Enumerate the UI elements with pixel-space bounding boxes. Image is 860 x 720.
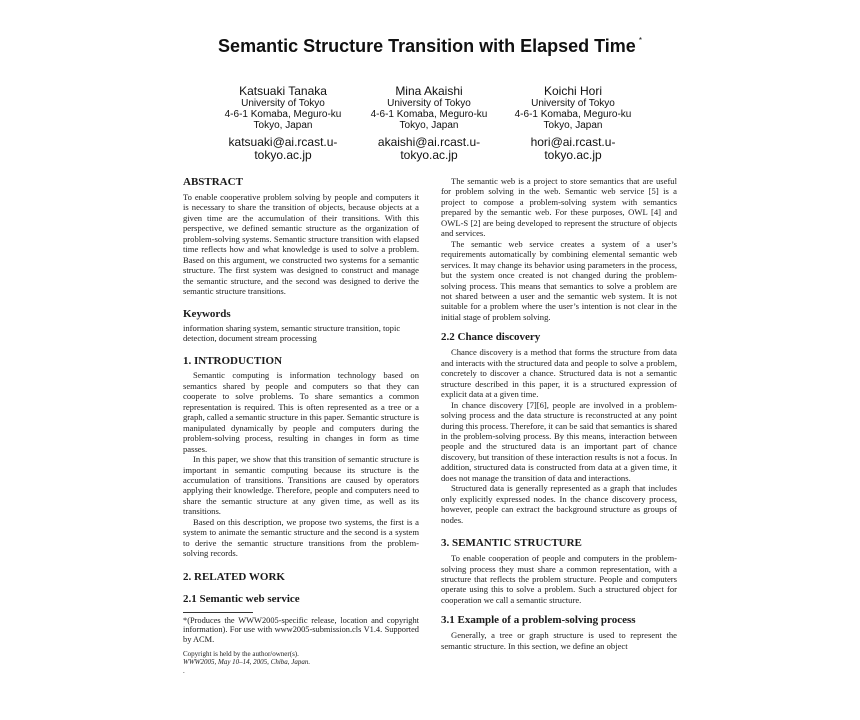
footnote-rule bbox=[183, 612, 253, 613]
author-address: 4-6-1 Komaba, Meguro-ku bbox=[370, 109, 488, 120]
keywords-text: information sharing system, semantic structure transition, topic detection, document stream processing bbox=[183, 322, 401, 343]
author-block-1 bbox=[198, 84, 368, 162]
body-paragraph: Structured data is generally represented as a graph that includes only explicitly expressed nodes. In the chance discovery process, however, people can extract the background structure as groups of nodes. bbox=[441, 483, 677, 525]
introduction-paragraph: Semantic computing is information technology based on semantics shared by people and computers so that they can cooperate to solve problems. To share semantics a common representation is required. This is often represented as a tree or a graph, called a semantic structure in this paper. Semantic structure is manipulated dynamically by people and computers during the problem-solving process, resulting in changes in form as time passes. bbox=[183, 370, 419, 454]
author-email-line2: tokyo.ac.jp bbox=[544, 148, 602, 162]
introduction-paragraph: Based on this description, we propose two systems, the first is a system to animate the semantic structure and the second is a system to derive the semantic structure transitions from the problem-solving records. bbox=[183, 516, 419, 559]
paper-title-text: Semantic Structure Transition with Elapsed Time bbox=[218, 36, 636, 56]
title-footnote: *(Produces the WWW2005-specific release, location and copyright information). For use with www2005-submission.cls V1.4. Supported by ACM. bbox=[183, 615, 419, 645]
body-paragraph: The semantic web is a project to store semantics that are useful for problem solving in the web. Semantic web service [5] is a project to compose a problem-solving system with semantics prepared by the semantic web. For these purposes, OWL [4] and OWL-S [2] are being developed to represent the structure of objects and services. bbox=[441, 176, 677, 239]
author-email-line1: hori@ai.rcast.u- bbox=[530, 135, 616, 149]
subsection-heading-2-2: 2.2 Chance discovery bbox=[441, 331, 541, 344]
right-column bbox=[441, 176, 677, 651]
author-affiliation: University of Tokyo bbox=[387, 98, 471, 109]
conference-line: WWW2005, May 10–14, 2005, Chiba, Japan. bbox=[183, 658, 311, 667]
author-city: Tokyo, Japan bbox=[253, 120, 313, 131]
body-paragraph: The semantic web service creates a system of a user’s requirements automatically by combining elemental semantic web services. It may change its behavior using parameters in the process, but the system once created is not changed during the problem-solving process. This means that semantics to solve a problem are not shared between a user and the semantic web system. It is not suitable for a problem where the user’s intention is not clear in the initial stage of problem solving. bbox=[441, 238, 677, 322]
author-email bbox=[488, 136, 658, 162]
abstract-text: To enable cooperative problem solving by people and computers it is necessary to share the transition of objects, because objects at a given time are the accumulation of their transitions. With this perspective, we defined semantic structure as the organization of problem-solving systems. Semantic structure transition with elapsed time reflects how and what knowledge is used to solve a problem. Based on this argument, we constructed two systems for a semantic structure. The first system was designed to construct and manage the semantic structure, and the second was designed to derive the semantic structure transitions. bbox=[183, 192, 419, 297]
section-3-heading: 3. SEMANTIC STRUCTURE bbox=[441, 537, 582, 550]
author-name: Mina Akaishi bbox=[395, 84, 463, 98]
author-affiliation: University of Tokyo bbox=[531, 98, 615, 109]
author-address: 4-6-1 Komaba, Meguro-ku bbox=[514, 109, 632, 120]
body-paragraph: Generally, a tree or graph structure is used to represent the semantic structure. In this section, we define an object bbox=[441, 630, 677, 651]
body-paragraph: Chance discovery is a method that forms the structure from data and interacts with the structured data and people to solve a problem, concretely to discover a chance. Structured data is not a semantic structure described in this paper, it is a structured expression of explicit data at a given time. bbox=[441, 347, 677, 400]
subsection-heading-3-1: 3.1 Example of a problem-solving process bbox=[441, 614, 636, 627]
abstract-heading: ABSTRACT bbox=[183, 176, 243, 188]
keywords-heading: Keywords bbox=[183, 307, 231, 320]
introduction-paragraph: In this paper, we show that this transition of semantic structure is important in semantic computing because its structure is the accumulation of transitions. Transitions are caused by operators applying their knowledge. Therefore, people and computers need to share the semantic structure at any given time, as well as its transitions. bbox=[183, 454, 419, 517]
author-email-line1: akaishi@ai.rcast.u- bbox=[377, 135, 481, 149]
author-block-3 bbox=[488, 84, 658, 162]
trailing-mark: . bbox=[183, 666, 185, 675]
copyright-notice: Copyright is held by the author/owner(s). bbox=[183, 649, 299, 658]
related-work-heading: 2. RELATED WORK bbox=[183, 570, 285, 583]
author-email bbox=[198, 136, 368, 162]
author-name: Koichi Hori bbox=[543, 84, 603, 98]
author-address: 4-6-1 Komaba, Meguro-ku bbox=[224, 109, 342, 120]
left-column bbox=[183, 176, 419, 675]
author-city: Tokyo, Japan bbox=[399, 120, 459, 131]
author-email-line2: tokyo.ac.jp bbox=[254, 148, 312, 162]
author-name: Katsuaki Tanaka bbox=[239, 84, 327, 98]
author-email-line2: tokyo.ac.jp bbox=[400, 148, 458, 162]
paper-title bbox=[0, 36, 860, 57]
title-footnote-mark: * bbox=[638, 36, 642, 45]
author-city: Tokyo, Japan bbox=[543, 120, 603, 131]
introduction-heading: 1. INTRODUCTION bbox=[183, 355, 283, 368]
author-affiliation: University of Tokyo bbox=[241, 98, 325, 109]
body-paragraph: To enable cooperation of people and computers in the problem-solving process they must share a common representation, with a structure that reflects the problem structure. People and computers operate using this to solve a problem. Such a structured object for cooperation we call a semantic structure. bbox=[441, 553, 677, 605]
author-email-line1: katsuaki@ai.rcast.u- bbox=[228, 135, 338, 149]
body-paragraph: In chance discovery [7][6], people are involved in a problem-solving process and the data structure is reconstructed at any point during this process. Therefore, it can be said that semantics is shared in the problem-solving process. By this means, interaction between people and the structured data is an important part of chance discovery, but transition of these interaction results is not a focus. In addition, structured data is constructed from data at a given time, it does not manage the transition of data and interactions. bbox=[441, 399, 677, 483]
subsection-heading-2-1: 2.1 Semantic web service bbox=[183, 592, 300, 605]
